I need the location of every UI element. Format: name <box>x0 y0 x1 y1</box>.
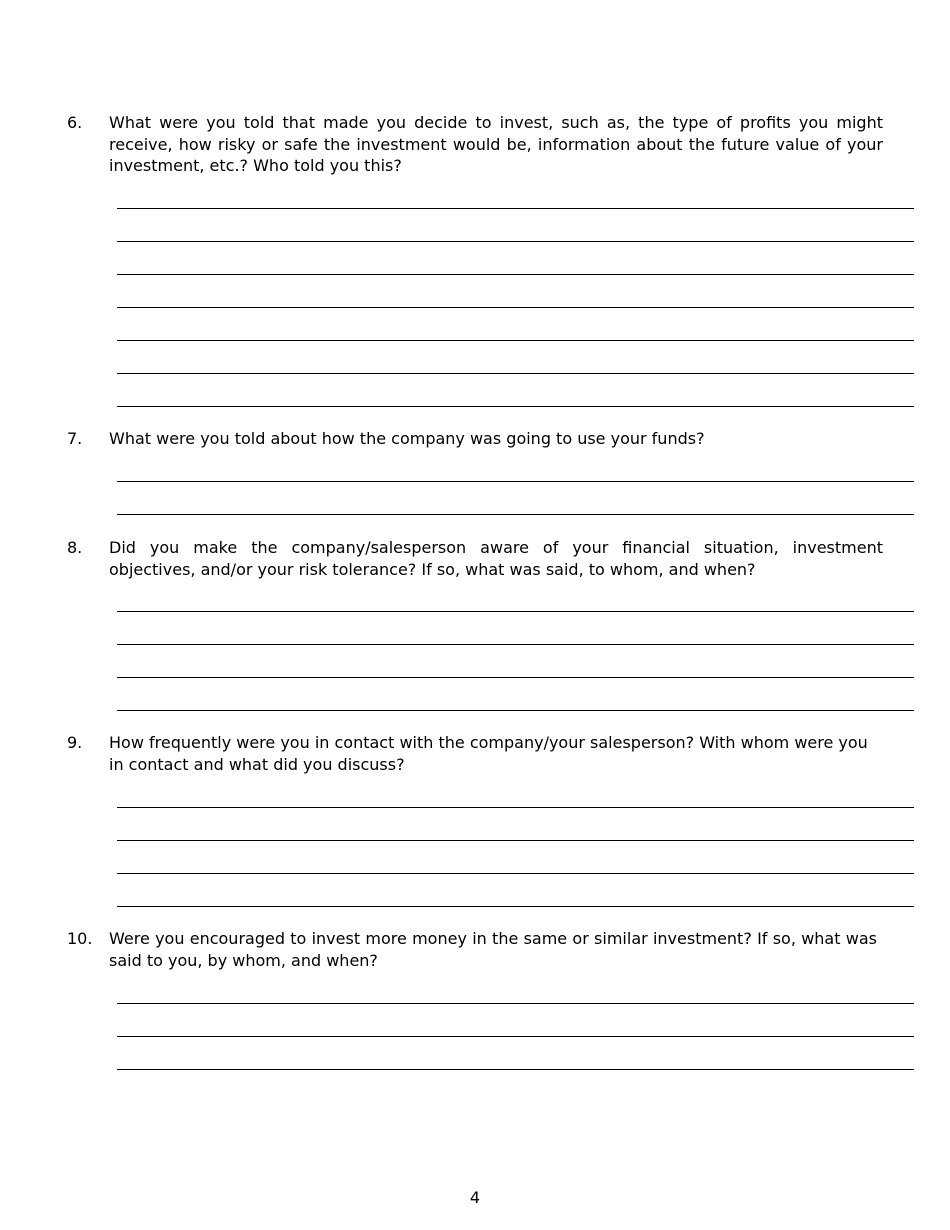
question-number: 10. <box>67 929 93 948</box>
question-number: 9. <box>67 733 83 752</box>
answer-line[interactable] <box>117 840 914 841</box>
answer-line[interactable] <box>117 373 914 374</box>
question-text: Were you encouraged to invest more money in the same or similar investment? If so, what was said to you, by whom, and when? <box>109 929 877 970</box>
answer-line[interactable] <box>117 611 914 612</box>
answer-line[interactable] <box>117 1069 914 1070</box>
answer-line[interactable] <box>117 873 914 874</box>
question-text: How frequently were you in contact with the company/your salesperson? With whom were you in contact and what did you discuss? <box>109 733 868 774</box>
answer-line[interactable] <box>117 241 914 242</box>
page-number: 4 <box>469 1188 481 1207</box>
answer-line[interactable] <box>117 340 914 341</box>
answer-line[interactable] <box>117 274 914 275</box>
question-number: 7. <box>67 429 83 448</box>
answer-line[interactable] <box>117 677 914 678</box>
answer-line[interactable] <box>117 807 914 808</box>
answer-line[interactable] <box>117 1003 914 1004</box>
answer-line[interactable] <box>117 307 914 308</box>
answer-line[interactable] <box>117 406 914 407</box>
question-number: 8. <box>67 538 83 557</box>
answer-line[interactable] <box>117 514 914 515</box>
question-text: Did you make the company/salesperson aware of your financial situation, investment objectives, and/or your risk tolerance? If so, what was said, to whom, and when? <box>109 538 883 579</box>
answer-line[interactable] <box>117 1036 914 1037</box>
answer-line[interactable] <box>117 644 914 645</box>
question-text: What were you told about how the company was going to use your funds? <box>109 429 705 448</box>
question-text: What were you told that made you decide to invest, such as, the type of profits you might receive, how risky or safe the investment would be, information about the future value of your investment, etc.? Who told you this? <box>109 113 883 175</box>
answer-line[interactable] <box>117 481 914 482</box>
question-number: 6. <box>67 113 83 132</box>
answer-line[interactable] <box>117 208 914 209</box>
answer-line[interactable] <box>117 906 914 907</box>
answer-line[interactable] <box>117 710 914 711</box>
